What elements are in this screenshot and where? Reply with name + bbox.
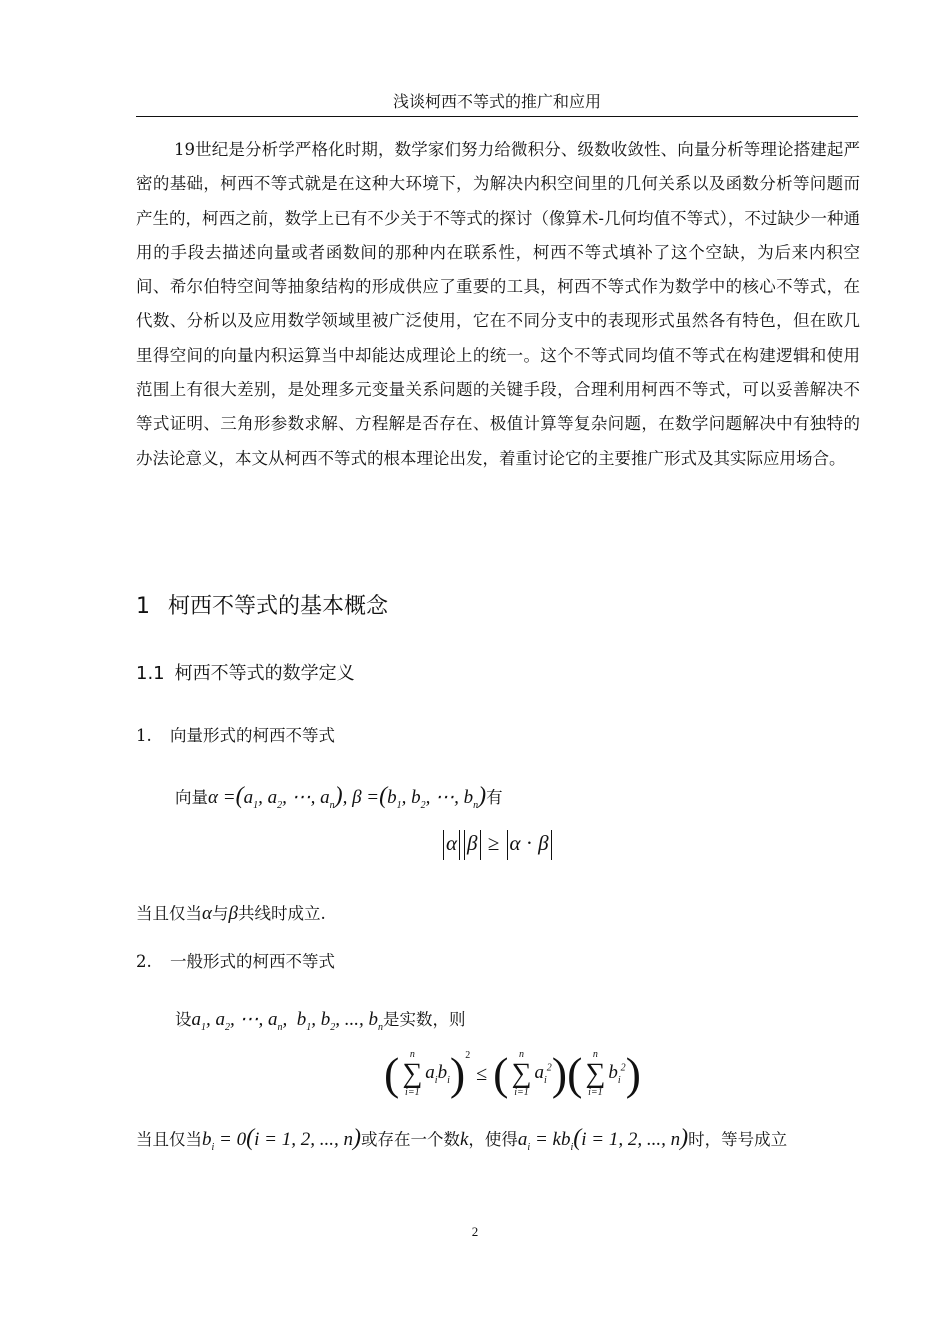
vector-definition-line [175, 784, 503, 818]
list-item-number: 2. [136, 952, 152, 971]
general-inequality: ( n ∑ i=1 $a_ib_i$ ) $^2$ ≤ ( n ∑ i=1 $a_i^2$ ) ( n ∑ i=1 $b_i^2$ ) [384, 1048, 641, 1099]
page-number: 2 [471, 1224, 479, 1239]
condition-prefix: 当且仅当 [136, 1130, 202, 1149]
intro-paragraph: 19世纪是分析学严格化时期，数学家们努力给微积分、级数收敛性、向量分析等理论搭建起严密的基础，柯西不等式就是在这种大环境下，为解决内积空间里的几何关系以及函数分析等问题而产生的，柯西之前，数学上已有不少关于不等式的探讨（像算术-几何均值不等式），不过缺少一种通用的手段去描述向量或者函数间的那种内在联系性，柯西不等式填补了这个空缺，为后来内积空间、希尔伯特空间等抽象结构的形成供应了重要的工具，柯西不等式作为数学中的核心不等式，在代数、分析以及应用数学领域里被广泛使用，它在不同分支中的表现形式虽然各有特色，但在欧几里得空间的向量内积运算当中却能达成理论上的统一。这个不等式同均值不等式在构建逻辑和使用范围上有很大差别，是处理多元变量关系问题的关键手段，合理利用柯西不等式，可以妥善解决不等式证明、三角形参数求解、方程解是否存在、极值计算等复杂问题，在数学问题解决中有独特的办法论意义，本文从柯西不等式的根本理论出发，着重讨论它的主要推广形式及其实际应用场合。 [136, 140, 860, 468]
condition-mid: 或存在一个数 [360, 1130, 460, 1149]
subsection-title: 柯西不等式的数学定义 [174, 663, 355, 684]
vector-definition-formula: $\alpha =(a_1$, $a_2$, ⋯, $a_n$), $\beta =(b_1$, $b_2$, ⋯, $b_n$) [208, 783, 487, 811]
subsection-heading-1-1 [136, 661, 355, 687]
vector-condition-line: 当且仅当α与β共线时成立. [136, 903, 326, 924]
header-rule [136, 116, 858, 117]
section-heading-1 [136, 592, 388, 622]
running-header: 浅谈柯西不等式的推广和应用 [392, 92, 601, 111]
condition-suffix: 共线时成立. [237, 904, 326, 923]
list-item-title: 向量形式的柯西不等式 [170, 726, 335, 745]
general-variables: $a_1$, $a_2$, ⋯, $a_n$, $b_1$, $b_2$, ..., $b_n$ [191, 1009, 383, 1033]
list-item-1 [136, 724, 335, 748]
section-title: 柯西不等式的基本概念 [168, 594, 389, 619]
general-condition-line: 当且仅当$b_i = 0(i = 1$, 2, ..., n)或存在一个数k，使得$a_i = kb_i(i = 1$, 2, ..., n)时，等号成立 [136, 1125, 788, 1153]
general-suffix: 是实数，则 [383, 1010, 466, 1029]
vector-prefix: 向量 [175, 788, 208, 807]
general-prefix: 设 [175, 1010, 192, 1029]
vector-suffix: 有 [486, 788, 503, 807]
condition-suffix: 时，等号成立 [688, 1130, 788, 1149]
list-item-2 [136, 950, 335, 974]
list-item-number: 1. [136, 726, 152, 745]
condition-mid: 与 [211, 904, 229, 923]
list-item-title: 一般形式的柯西不等式 [170, 952, 335, 971]
condition-mid2: ，使得 [468, 1130, 518, 1149]
condition-prefix: 当且仅当 [136, 904, 202, 923]
general-definition-line [175, 1008, 466, 1040]
section-number: 1 [136, 594, 150, 619]
subsection-number: 1.1 [136, 663, 165, 684]
vector-inequality: α β ≥ α · β [441, 830, 554, 860]
